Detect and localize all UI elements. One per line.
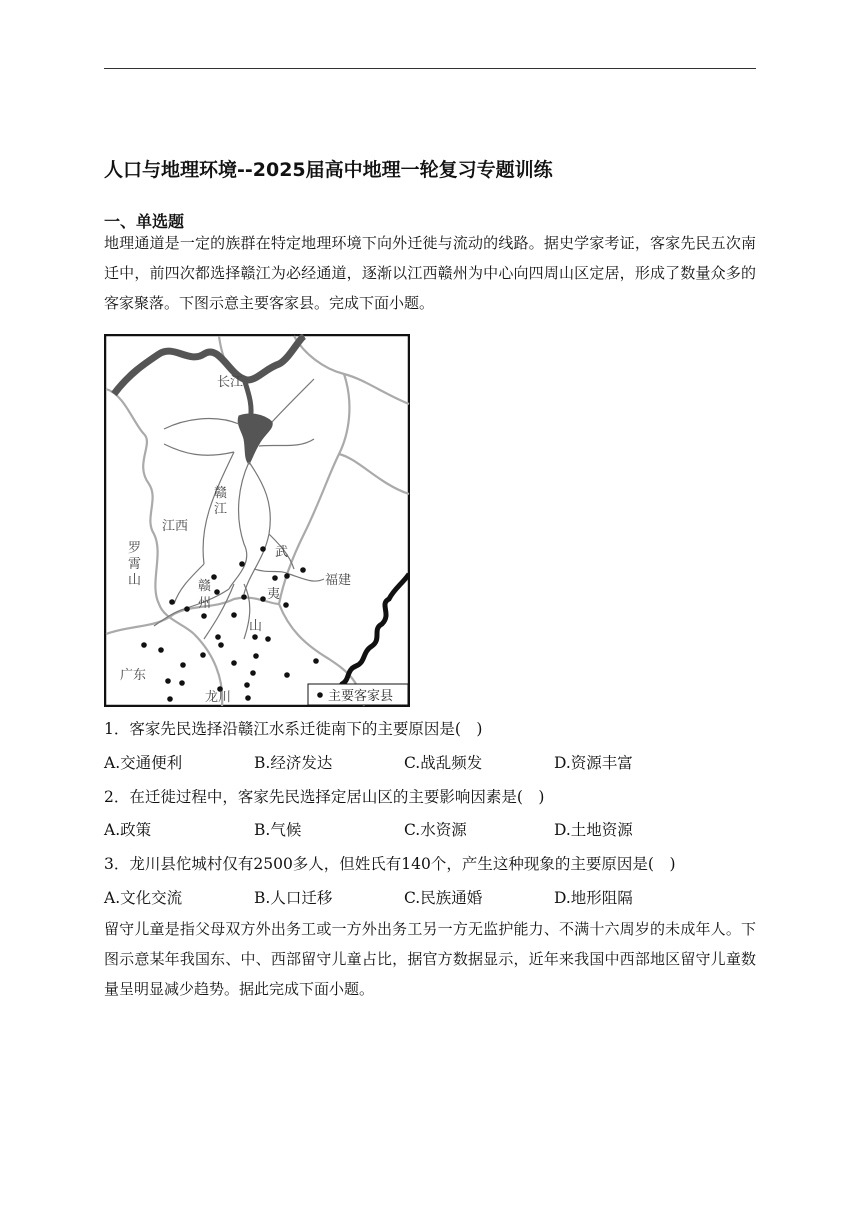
passage-2: 留守儿童是指父母双方外出务工或一方外出务工另一方无监护能力、不满十六周岁的未成年人。下图示意某年我国东、中、西部留守儿童占比，据官方数据显示，近年来我国中西部地区留守儿童数量呈明显减少趋势。据此完成下面小题。	[104, 920, 756, 998]
map-legend	[308, 684, 408, 705]
q2-option-d[interactable]: D.土地资源	[554, 821, 633, 839]
question-1: 1．客家先民选择沿赣江水系迁徙南下的主要原因是( )	[104, 720, 483, 738]
label-wuyi-2: 夷	[267, 587, 281, 602]
legend-dot	[317, 692, 323, 698]
section-heading: 一、单选题	[104, 212, 185, 231]
question-3-options	[104, 886, 756, 910]
label-longchuan: 龙川	[205, 690, 232, 705]
label-ganzhou-2: 州	[198, 596, 212, 611]
q1-option-a[interactable]: A.交通便利	[104, 754, 183, 772]
label-ganjiang-2: 江	[214, 502, 228, 517]
label-wuyi-1: 武	[275, 545, 289, 560]
hakka-map	[104, 334, 410, 707]
label-wuyi-3: 山	[249, 619, 263, 634]
q3-option-c[interactable]: C.民族通婚	[404, 889, 483, 907]
label-ganjiang-1: 赣	[214, 486, 228, 501]
q3-option-d[interactable]: D.地形阻隔	[554, 889, 633, 907]
hakka-map-svg	[104, 334, 410, 707]
q2-option-b[interactable]: B.气候	[254, 821, 302, 839]
question-2: 2．在迁徙过程中，客家先民选择定居山区的主要影响因素是( )	[104, 788, 545, 806]
legend-label: 主要客家县	[328, 689, 394, 704]
label-ganzhou-1: 赣	[198, 579, 212, 594]
q1-option-d[interactable]: D.资源丰富	[554, 754, 633, 772]
label-guangdong: 广东	[120, 668, 147, 683]
q3-option-b[interactable]: B.人口迁移	[254, 889, 333, 907]
label-luoxiao-2: 霄	[128, 557, 142, 572]
header-rule	[104, 68, 756, 69]
label-luoxiao-3: 山	[128, 573, 142, 588]
q3-option-a[interactable]: A.文化交流	[104, 889, 183, 907]
label-changjiang: 长江	[217, 375, 244, 390]
q2-option-c[interactable]: C.水资源	[404, 821, 467, 839]
label-luoxiao-1: 罗	[128, 541, 142, 556]
label-jiangxi: 江西	[162, 519, 189, 534]
q1-option-b[interactable]: B.经济发达	[254, 754, 333, 772]
question-2-options	[104, 818, 756, 842]
q2-option-a[interactable]: A.政策	[104, 821, 152, 839]
page-title: 人口与地理环境--2025届高中地理一轮复习专题训练	[104, 159, 553, 181]
passage-1: 地理通道是一定的族群在特定地理环境下向外迁徙与流动的线路。据史学家考证，客家先民五次南迁中，前四次都选择赣江为必经通道，逐渐以江西赣州为中心向四周山区定居，形成了数量众多的客家聚落。下图示意主要客家县。完成下面小题。	[104, 234, 756, 312]
q1-option-c[interactable]: C.战乱频发	[404, 754, 483, 772]
question-3: 3．龙川县佗城村仅有2500多人，但姓氏有140个，产生这种现象的主要原因是( )	[104, 855, 676, 873]
label-fujian: 福建	[325, 573, 352, 588]
question-1-options	[104, 751, 756, 775]
